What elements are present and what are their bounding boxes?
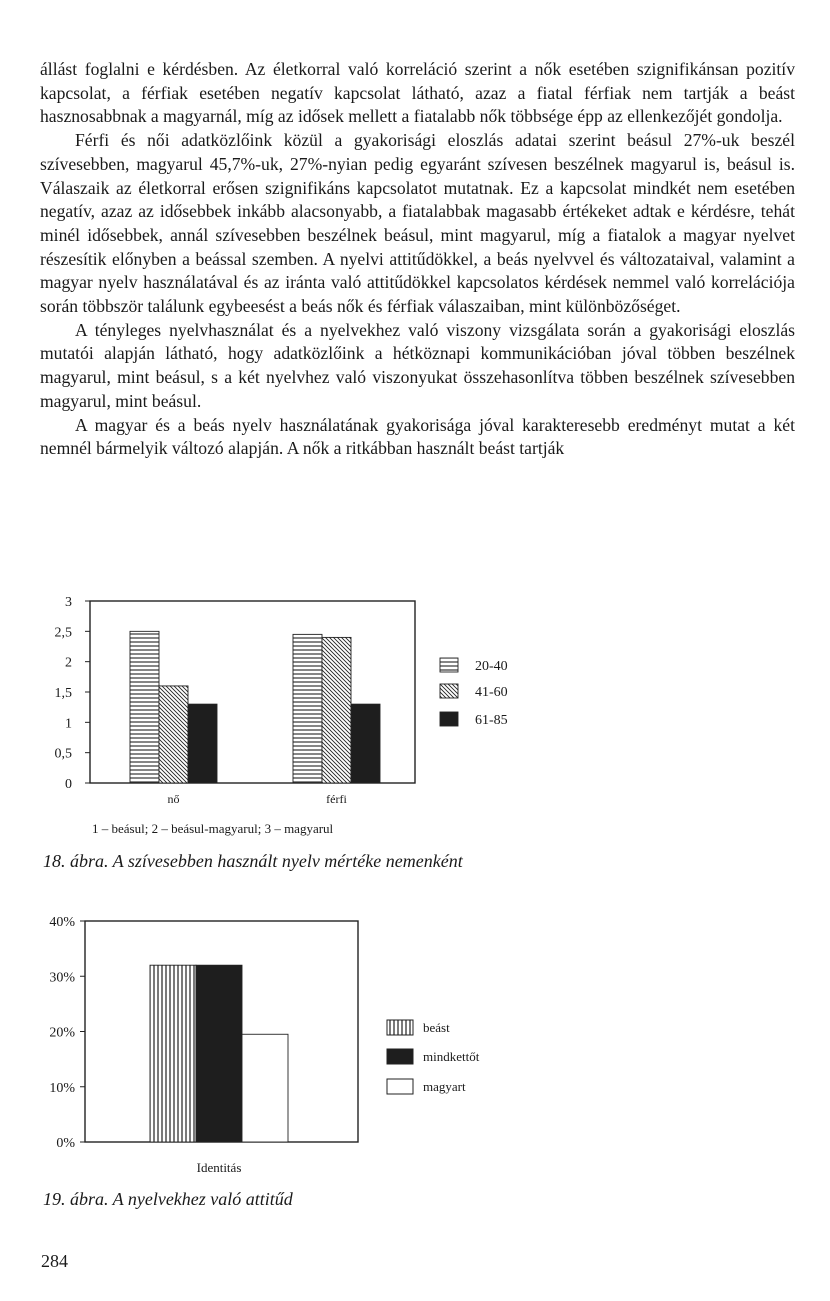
paragraph-1: állást foglalni e kérdésben. Az életkorral való korreláció szerint a nők esetében szignifikánsan pozitív kapcsolat, a férfiak esetében negatív kapcsolat látható, azaz a fiatal férfiak nem tartják a beást hasznosabbnak a magyarnál, míg az idősek mellett a fiatalabb nők többsége épp az ellenkezőjét gondolja.	[40, 59, 795, 127]
figure-18-caption: 18. ábra. A szívesebben használt nyelv mértéke nemenként	[43, 851, 463, 871]
chart1-y-tick-label: 2,5	[54, 625, 72, 641]
chart2-y-tick-label: 40%	[49, 915, 75, 930]
chart2-y-tick-label: 20%	[49, 1025, 75, 1041]
chart1-y-tick-label: 2	[65, 655, 72, 671]
chart1-legend-label: 20-40	[475, 659, 508, 674]
chart2-legend-swatch	[387, 1079, 413, 1094]
paragraph-4: A magyar és a beás nyelv használatának gyakorisága jóval karakteresebb eredményt mutat a két nemnél bármelyik változó alapján. A nők a ritkábban használt beást tartják	[40, 414, 795, 459]
figure-19-caption: 19. ábra. A nyelvekhez való attitűd	[43, 1189, 293, 1209]
chart2-x-label: Identitás	[196, 1160, 242, 1175]
chart1-y-tick-label: 0	[65, 777, 72, 792]
chart2-legend-label: mindkettőt	[423, 1049, 480, 1064]
chart2-bar	[150, 965, 196, 1142]
chart2-y-tick-label: 0%	[56, 1136, 75, 1151]
chart1-y-tick-label: 1,5	[54, 686, 72, 701]
chart1-x-label: férfi	[326, 792, 347, 806]
chart1-x-label: nő	[167, 792, 180, 806]
paragraph-3: A tényleges nyelvhasználat és a nyelvekhez való viszony vizsgálata során a gyakorisági eloszlás mutatói alapján látható, hogy adatközlőink a hétköznapi kommunikációban jóval többen beszélnek magyarul, mint beásul, s a két nyelvhez való viszonyukat összehasonlítva többen beszélnek szívesebben magyarul, mint beásul.	[40, 319, 795, 411]
chart2-y-tick-label: 30%	[49, 970, 75, 986]
page-number: 284	[41, 1251, 68, 1271]
chart2-legend-swatch	[387, 1020, 413, 1035]
chart2-bar	[196, 965, 242, 1142]
chart1-y-tick-label: 1	[65, 716, 72, 732]
chart1-y-tick-label: 3	[65, 595, 72, 610]
chart2-legend-swatch	[387, 1049, 413, 1064]
chart2-bar	[242, 1034, 288, 1142]
chart2-y-tick-label: 10%	[49, 1080, 75, 1096]
paragraph-2: Férfi és női adatközlőink közül a gyakorisági eloszlás adatai szerint beásul 27%-uk beszél szívesebben, magyarul 45,7%-uk, 27%-nyian pedig egyaránt szívesen beszélnek magyarul is, beásul is. Válaszaik az életkorral erősen szignifikáns kapcsolatot mutatnak. Ez a kapcsolat mindkét nem esetében negatív, azaz az idősebbek inkább alacsonyabb, a fiatalabbak magasabb értékeket adtak e kérdésre, tehát minél idősebbek, annál szívesebben beszélnek beásul, mint magyarul, míg a fiatalok a magyar nyelvet részesítik előnyben a beással szemben. A nyelvi attitűdökkel, a beás nyelvvel és változataival, valamint a magyar nyelv használatával és az iránta való attitűdökkel kapcsolatos kérdések nemmel való korrelációja során többször találunk egybeesést a beás nők és férfiak válaszaiban, mint különbözőséget.	[40, 130, 795, 317]
chart2-legend-label: beást	[423, 1020, 450, 1035]
chart1-note: 1 – beásul; 2 – beásul-magyarul; 3 – magyarul	[92, 821, 334, 836]
chart1-y-tick-label: 0,5	[54, 746, 72, 762]
chart2-legend-label: magyart	[423, 1079, 466, 1094]
chart1-legend-label: 41-60	[475, 685, 508, 700]
chart1-legend-label: 61-85	[475, 713, 508, 728]
